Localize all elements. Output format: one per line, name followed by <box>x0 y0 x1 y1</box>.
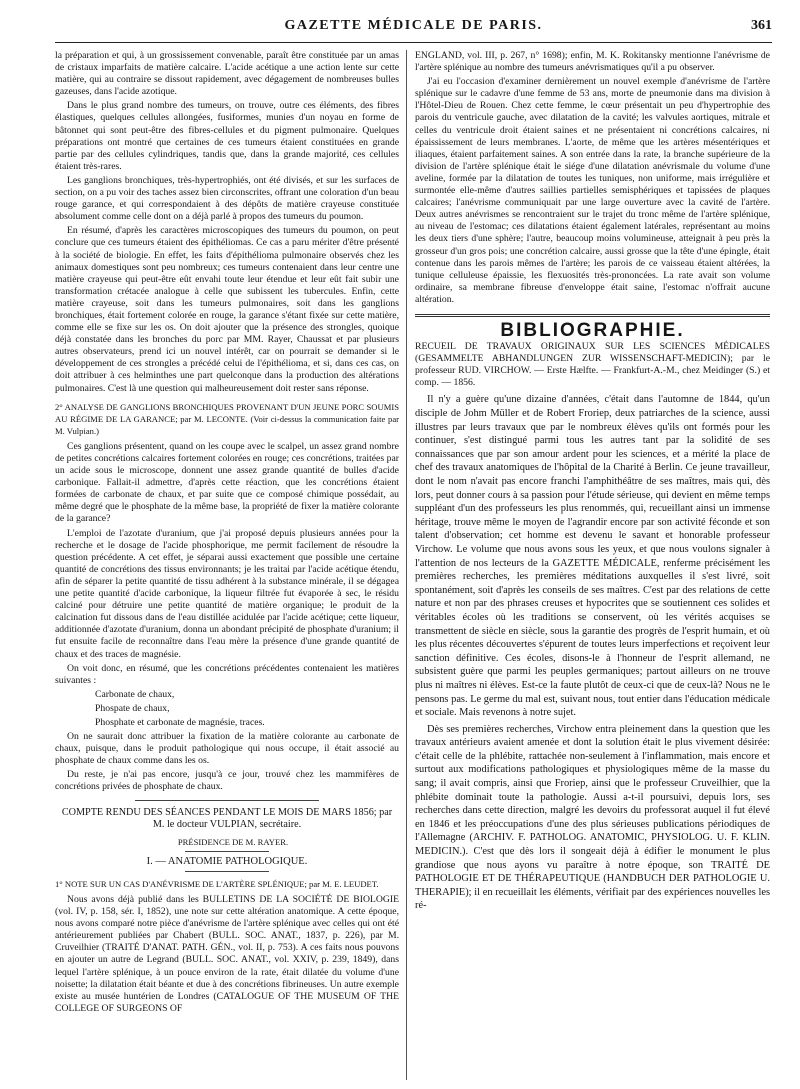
paragraph: Nous avons déjà publié dans les BULLETINS DE LA SOCIÉTÉ DE BIOLOGIE (vol. IV, p. 158, sér. I, 1852), une note sur cette altération anatomique. A cette époque, nous avons comparé notre pièce d'anévrisme de l'artère splénique avec celles qui ont été antérieurement publiées par Chabert (BULL. SOC. ANAT., 1837, p. 226), par M. Cruveilhier (TRAITÉ D'ANAT. PATH. GÉN., vol. II, p. 753). A ces faits nous pouvons en ajouter un autre de Legrand (BULL. SOC. ANAT., vol. XXIV, p. 239, 1849), dans lequel l'artère splénique, à un pouce environ de la rate, était dilatée du volume d'une noisette; la dilatation était béante et due à des concrétions fibrineuses. Un autre exemple existe au musée huntérien de Londres (CATALOGUE OF THE MUSEUM OF THE COLLEGE OF SURGEONS OF <box>55 894 399 1014</box>
page-number: 361 <box>751 18 772 33</box>
right-column <box>415 50 770 916</box>
paragraph: la préparation et qui, à un grossissement convenable, paraît être constituée par un amas de cristaux imparfaits de matière calcaire. L'acide acétique a une action lente sur cette matière, qui au contraire se dissout rapidement, avec dégagement de nombreuses bulles gazeuses, dans l'acide azotique. <box>55 50 399 98</box>
paragraph: On ne saurait donc attribuer la fixation de la matière colorante au carbonate de chaux, puisque, dans le produit pathologique qui nous occupe, il était associé au phosphate de chaux comme dans les os. <box>55 731 399 767</box>
list-item: Phosphate et carbonate de magnésie, traces. <box>95 716 265 728</box>
journal-title: GAZETTE MÉDICALE DE PARIS. <box>284 18 543 33</box>
paragraph: Les ganglions bronchiques, très-hypertrophiés, ont été divisés, et sur les surfaces de section, on a pu voir des taches assez bien circonscrites, offrant une coloration d'un beau rouge garance, et qui correspondaient à des dépôts de matière crayeuse constituée absolument comme celle dont on a déjà parlé à propos des tumeurs du poumon. <box>55 174 399 223</box>
bibliographie-title: BIBLIOGRAPHIE. <box>500 319 685 341</box>
page-header <box>55 16 772 43</box>
paragraph: Ces ganglions présentent, quand on les coupe avec le scalpel, un assez grand nombre de petites concrétions calcaires fortement colorées en rouge; ces concrétions, traitées par un acide sous le microscope, donnent une assez grande quantité de bulles d'acide carbonique. Fallait-il admettre, d'après cette réaction, que les concrétions étaient formées de carbonate de chaux, et par suite que ce composé chimique possédait, au même degré que le phosphate de la même base, la propriété de fixer la matière colorante de la garance? <box>55 440 399 525</box>
paragraph: ENGLAND, vol. III, p. 267, n° 1698); enfin, M. K. Rokitansky mentionne l'anévrisme de l'artère splénique au nombre des tumeurs anévrismatiques qu'il a pu observer. <box>415 50 770 74</box>
section-rule <box>185 851 269 852</box>
bibliography-reference: RECUEIL DE TRAVAUX ORIGINAUX SUR LES SCIENCES MÉDICALES (GESAMMELTE ABHANDLUNGEN ZUR WISSENSCHAFT-MEDICIN); par le professeur RUD. VIRCHOW. — Erste Hælfte. — Frankfurt-A.-M., chez Meidinger (S.) et comp. — 1856. <box>415 341 770 389</box>
paragraph: Il n'y a guère qu'une dizaine d'années, c'était dans l'automne de 1844, qu'un disciple de Johm Müller et de Robert Froriep, deux patriarches de la science, aussi illustres par leurs travaux que par le nombreux élèves qu'ils ont formés pour les continuer, s'est distingué parmi tous les autres tant par la solidité de ses connaissances que par son amour ardent pour les sciences, et a mérité la place de chef des travaux anatomiques de l'hôpital de la Charité à Berlin. Ce jeune travailleur, dont le nom n'avait pas encore franchi l'amphithéâtre de ses maîtres, mais qui, dès lors, peut donner cours à sa passion pour l'étude sérieuse, qui devient en même temps suppléant d'un des professeurs les plus renommés, qui, recueillant ainsi un immense héritage, trouve même le moyen de l'agrandir encore par son activité féconde et son talent d'observation; cet homme est devenu le savant et honorable professeur Virchow. Le volume que nous avons sous les yeux, et que nous voulons signaler à l'attention de nos lecteurs de la GAZETTE MÉDICALE, renferme précisément les premières recherches, les premières méditations auxquelles il s'est livré, soit spontanément, soit d'après les conseils de ses maîtres. C'est par des relations de cette nature et non par des phrases creuses et hypocrites que se soutiennent ces solides et véritables écoles où les traditions se conservent, où les vérités acquises se transmettent de siècle en siècle, sous la garantie des progrès de l'esprit humain, et où les plus récentes découvertes s'épurent de toutes leurs imperfections et reçoivent leur sanction définitive. Ces écoles, disons-le à l'honneur de l'esprit allemand, ne subsistent guère que parmi les peuples germaniques; partout ailleurs on ne trouve plus ni maîtres ni élèves. Est-ce la faute plutôt de ceux-ci que de ceux-là? Nous ne le pensons pas. Le germe du mal est, suivant nous, tout entier dans l'éducation médicale et sociale. Mais revenons à notre sujet. <box>415 394 770 719</box>
column-divider <box>406 50 407 1080</box>
paragraph: En résumé, d'après les caractères microscopiques des tumeurs du poumon, on peut conclure que ces tumeurs étaient des épithéliomas. Ce cas a paru mériter d'être présenté à la société de biologie. En effet, les faits d'épithélioma pulmonaire observés chez les animaux domestiques sont peu nombreux; ces tumeurs contenaient dans leur centre une matière crayeuse qui peut-être eût envahi toute leur étendue et leur eût fait subir une transformation crétacée analogue à celle que subissent les tubercules. Enfin, cette matière crayeuse, soit dans les tumeurs pulmonaires, soit dans les ganglions bronchiques, était fortement colorée en rouge, la garance s'étant fixée sur cette matière, comme elle se fixe sur les os. On doit ajouter que la présence des strongles, quoique déjà constatée dans les bronches du porc par MM. Rayer, Chaussat et par plusieurs autres observateurs, prend ici un nouvel intérêt, car on pourrait se demander si le développement de ces strongles a précédé celui de l'épithélioma, et si, dans ces cas, on doit attribuer à ces helminthes une part quelconque dans la production des altérations pulmonaires. C'est là une question qui malheureusement doit rester sans réponse. <box>55 225 399 394</box>
note-heading: 1° NOTE SUR UN CAS D'ANÉVRISME DE L'ARTÈRE SPLÉNIQUE; par M. E. LEUDET. <box>55 878 379 889</box>
list-item: Carbonate de chaux, <box>95 688 175 700</box>
section-double-rule <box>415 314 770 317</box>
section-heading: I. — ANATOMIE PATHOLOGIQUE. <box>146 855 308 867</box>
list-item: Phospate de chaux, <box>95 702 170 714</box>
paragraph: Dans le plus grand nombre des tumeurs, on trouve, outre ces éléments, des fibres élastiques, quelques cellules allongées, fusiformes, munies d'un noyau en forme de bâtonnet qui sont peut-être des fibres-cellules et du pigment pulmonaire. Quelques préparations ont montré que certaines de ces tumeurs étaient constituées en grande partie par des cellules cylindriques, tandis que, dans la grande majorité, ces cellules étaient très-rares. <box>55 100 399 172</box>
section-rule <box>185 871 269 872</box>
bibliography-body <box>415 393 770 913</box>
note-heading: 2° ANALYSE DE GANGLIONS BRONCHIQUES PROVENANT D'UN JEUNE PORC SOUMIS AU RÉGIME DE LA GARANCE; par M. LECONTE. (Voir ci-dessus la communication faite par M. Vulpian.) <box>55 401 399 436</box>
paragraph: Du reste, je n'ai pas encore, jusqu'à ce jour, trouvé chez les mammifères de concrétions privées de phosphate de chaux. <box>55 769 399 793</box>
paragraph: On voit donc, en résumé, que les concrétions précédentes contenaient les matières suivantes : <box>55 662 399 686</box>
presidence-heading: PRÉSIDENCE DE M. RAYER. <box>177 836 289 847</box>
paragraph: L'emploi de l'azotate d'uranium, que j'ai proposé depuis plusieurs années pour la recherche et le dosage de l'acide phosphorique, me permit facilement de résoudre la question précédente. A cet effet, je séparai aussi exactement que possible une certaine quantité de concrétions des tissus environnants; je les traitai par l'acide acétique étendu, afin de séparer la petite quantité de tissu adhérent à la substance minérale, il se dégagea une petite quantité d'acide carbonique, la liqueur filtrée fut évaporée à sec, le résidu calciné pour détruire une petite quantité de matière organique; le produit de la calcination fut dissous dans de l'eau distillée acidulée par l'acide acétique; cette liqueur, additionnée d'azotate d'uranium, donna un abondant précipité de phosphate d'uranium; il fut ensuite facile de reconnaître dans l'eau mère la présence d'une grande quantité de chaux et des traces de magnésie. <box>55 527 399 660</box>
compte-rendu-heading: COMPTE RENDU DES SÉANCES PENDANT LE MOIS DE MARS 1856; par M. le docteur VULPIAN, secrétaire. <box>61 806 393 830</box>
paragraph: J'ai eu l'occasion d'examiner dernièrement un nouvel exemple d'anévrisme de l'artère splénique sur le cadavre d'une femme de 53 ans, morte de pneumonie dans ma division à l'Hôtel-Dieu de Rouen. Chez cette femme, le cœur présentait un peu d'hypertrophie des parois du ventricule gauche, avec dilatation de la cavité; les valvules aortiques, mitrale et celles du ventricule droit étaient saines et ne présentaient ni concrétions calcaires, ni épaississement de leurs membranes. L'aorte, de même que les artères mésentériques et iliaques, étaient parfaitement saines. A son entrée dans la rate, la branche supérieure de la division de l'artère splénique était le siége d'une dilatation anévrismale du volume d'une aveline, formée par la dilatation de toutes les tuniques, non uniforme, mais irrégulière et surmontée elle-même d'autres saillies partielles semisphériques et tapissées de plaques calcaires; l'anévrisme communiquait par une large ouverture avec la cavité de l'artère. Deux autres anévrismes se rencontraient sur le trajet du tronc même de l'artère splénique, au niveau de l'estomac; ces dilatations étaient également latérales, représentant au moins les deux tiers d'une sphère; l'autre, beaucoup moins volumineuse, atteignait à peu près la grosseur d'un gros pois; une concrétion calcaire, aussi grosse que la tête d'une épingle, était contenue dans les parois mêmes de l'artère; les parois de ce vaisseau étaient altérées, la tunique celluleuse épaissie, les flexuosités très-prononcées. La rate avait son volume ordinaire, sa membrane fibreuse d'enveloppe était saine, l'estomac n'offrait aucune altération. <box>415 76 770 305</box>
paragraph: Dès ses premières recherches, Virchow entra pleinement dans la question que les travaux antérieurs avaient amenée et dont la solution était le plus vivement désirée: c'était celle de la phlébite, rattachée non-seulement à l'inflammation, mais encore et surtout aux modifications pathologiques et physiologiques même de la masse du sang; il avait compris, ainsi que Froriep, ainsi que le professeur Cruveilhier, que la phlébite dominait toute la pathologie. Aussi a-t-il poursuivi, depuis lors, ses recherches dans cette direction, malgré les devoirs du professorat auquel il fut élevé en 1846 et les préoccupations d'une des plus sérieuses publications périodiques de l'Allemagne (ARCHIV. F. PATHOLOG. ANATOMIC, PHYSIOLOG. U. F. KLIN. MEDICIN.). C'est que dès lors il songeait déjà à édifier le monument le plus grandiose que nous ayons vu paraître à notre époque, son TRAITÉ DE PATHOLOGIE ET DE THÉRAPEUTIQUE (HANDBUCH DER PATHOLOGIE U. THERAPIE); il en recueillait les éléments, vérifiait par des expériences nouvelles les ré- <box>415 723 770 912</box>
section-rule <box>135 800 319 801</box>
left-column <box>55 50 399 1017</box>
